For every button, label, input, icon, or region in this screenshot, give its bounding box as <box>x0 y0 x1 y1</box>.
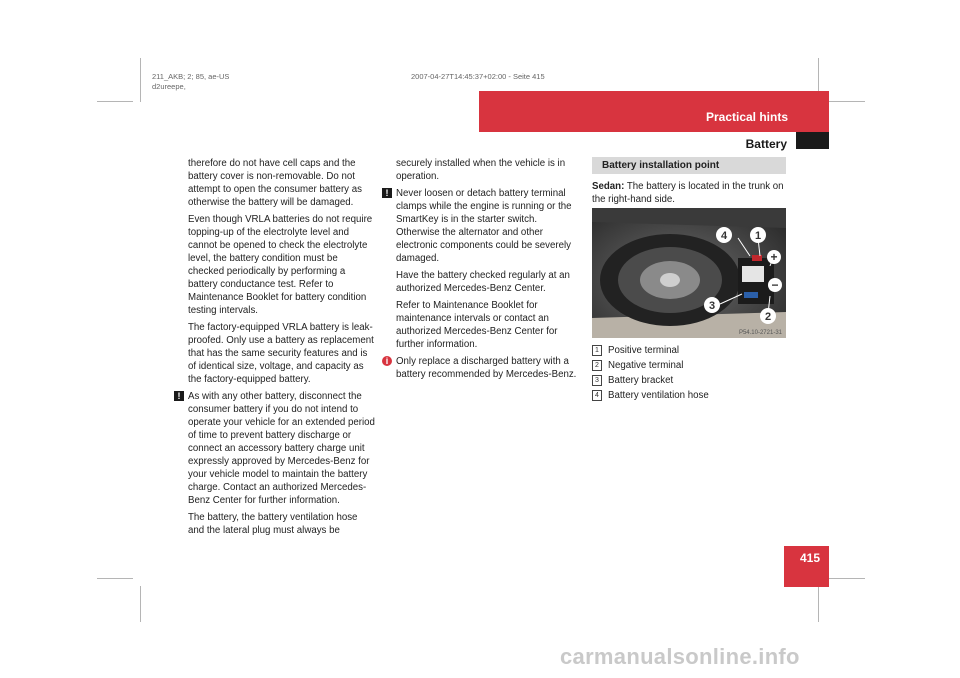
crop-mark <box>140 586 141 622</box>
paragraph: securely installed when the vehicle is in operation. <box>396 158 566 182</box>
legend-item <box>592 358 709 373</box>
paragraph: The factory-equipped VRLA battery is leak-proofed. Only use a battery as replacement that has the same security features and is of identical size, voltage, and capacity as the factory-equipped battery. <box>188 322 374 385</box>
print-info-line1: 211_AKB; 2; 85, ae-US <box>152 72 230 81</box>
crop-mark <box>140 58 141 102</box>
page-number: 415 <box>799 551 820 565</box>
legend-item <box>592 343 709 358</box>
warning-text: Never loosen or detach battery terminal clamps while the engine is running or the SmartKey is in the starter switch. Otherwise the alternator and other electronic components could be severely damaged. <box>396 188 572 264</box>
legend-item <box>592 388 709 403</box>
crop-mark <box>97 101 133 102</box>
header-title: Practical hints <box>705 110 788 124</box>
callout-label: 2 <box>764 311 772 323</box>
column-2 <box>385 157 580 385</box>
print-info <box>152 72 229 92</box>
paragraph: The battery, the battery ventilation hose and the lateral plug must always be <box>188 512 358 536</box>
sedan-label: Sedan: <box>592 181 625 192</box>
sedan-text: The battery is located in the trunk on the right-hand side. <box>592 181 784 205</box>
legend-item <box>592 373 709 388</box>
crop-mark <box>818 586 819 622</box>
warning-icon: ! <box>174 391 184 401</box>
callout-label: 3 <box>708 300 716 312</box>
callout-label: 4 <box>720 230 728 242</box>
paragraph: Refer to Maintenance Booklet for maintenance intervals or contact an authorized Mercedes-Benz Center for further information. <box>396 300 558 350</box>
paragraph: therefore do not have cell caps and the battery cover is non-removable. Do not attempt to open the consumer battery as otherwise the battery will be damaged. <box>188 158 362 208</box>
paragraph: Have the battery checked regularly at an authorized Mercedes-Benz Center. <box>396 270 570 294</box>
legend-text: Battery bracket <box>608 375 674 386</box>
warning-note <box>385 187 580 265</box>
print-info-line2: d2ureepe, <box>152 82 186 91</box>
page-number-box <box>784 546 829 587</box>
warning-note <box>177 390 376 507</box>
paragraph: Even though VRLA batteries do not require topping-up of the electrolyte level and cannot be opened to check the electrolyte level, the battery condition must be checked periodically by performing a battery conductance test. Refer to Maintenance Booklet for battery condition testing intervals. <box>188 214 373 316</box>
warning-icon: ! <box>382 188 392 198</box>
sedan-description <box>592 180 788 210</box>
crop-mark <box>829 101 865 102</box>
callout-label: + <box>770 250 778 264</box>
legend-text: Battery ventilation hose <box>608 390 709 401</box>
warning-text: As with any other battery, disconnect the consumer battery if you do not intend to operate your vehicle for an extended period of time to prevent battery discharge or connect an accessory battery charge unit expressly approved by Mercedes-Benz for your vehicle model to maintain the battery charge. Contact an authorized Mercedes-Benz Center for further information. <box>188 391 375 506</box>
battery-photo <box>592 208 786 338</box>
legend-number: 3 <box>592 375 602 386</box>
crop-mark <box>829 578 865 579</box>
column-1 <box>177 157 376 541</box>
callout-label: 1 <box>754 230 762 242</box>
header-dark-tab <box>796 132 829 149</box>
header-subtitle: Battery <box>745 137 787 151</box>
info-note <box>385 355 580 381</box>
legend-number: 2 <box>592 360 602 371</box>
print-timestamp: 2007-04-27T14:45:37+02:00 - Seite 415 <box>411 72 545 81</box>
legend-number: 1 <box>592 345 602 356</box>
callout-label: − <box>771 278 779 292</box>
legend-text: Positive terminal <box>608 345 680 356</box>
section-title: Battery installation point <box>592 157 786 174</box>
watermark: carmanualsonline.info <box>560 644 800 669</box>
photo-code: P54.10-2721-31 <box>738 330 782 336</box>
legend-number: 4 <box>592 390 602 401</box>
crop-mark <box>97 578 133 579</box>
legend <box>592 343 709 403</box>
info-icon: i <box>382 356 392 366</box>
info-text: Only replace a discharged battery with a battery recommended by Mercedes-Benz. <box>396 356 577 380</box>
legend-text: Negative terminal <box>608 360 684 371</box>
